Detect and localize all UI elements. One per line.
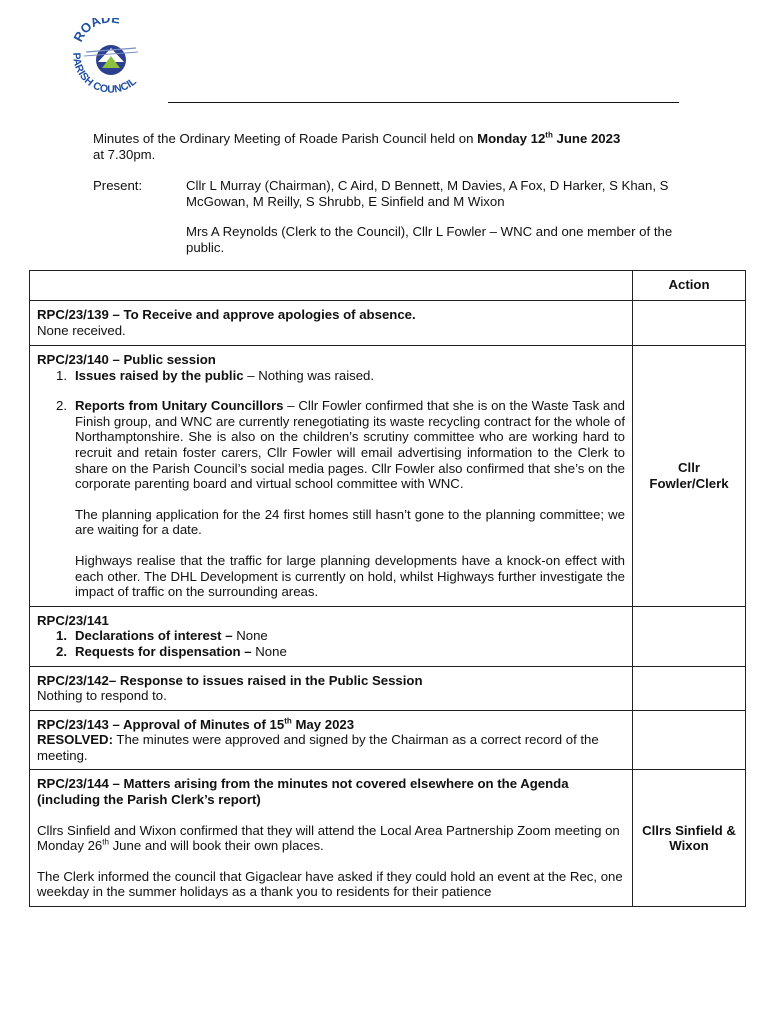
roade-parish-council-logo (66, 18, 156, 98)
action-cllrs-sinfield-wixon: Cllrs Sinfield & Wixon (633, 770, 746, 907)
table-row-rpc-23-140: RPC/23/140 – Public session 1. Issues raised by the public – Nothing was raised. 2. Reports from Unitary Councillors – Cllr Fowler confirmed that she is on the Waste Task and Finish group, and WNC are currently renegotiating its waste recycling contract for the whole of Northamptonshire. She is also on the children’s scrutiny committee who are working hard to recruit and retain foster carers, Cllr Fowler will email advertising information to the Clerk to share on the Parish Council’s social media pages. Cllr Fowler also confirmed that she’s on the corporate parenting board and virtual school committee with WNC. The planning application for the 24 first homes still hasn’t gone to the planning committee; we are waiting for a date. Highways realise that the traffic for large planning developments have a knock-on effect with each other. The DHL Development is currently on hold, whilst Highways further investigate the impact of traffic on the surrounding areas. Cllr Fowler/Clerk (30, 346, 746, 607)
action-cllr-fowler-clerk: Cllr Fowler/Clerk (633, 346, 746, 607)
svg-text:PARISH COUNCIL: PARISH COUNCIL (70, 52, 139, 96)
svg-text:ROADE: ROADE (70, 18, 122, 45)
meeting-intro: Minutes of the Ordinary Meeting of Roade Parish Council held on Monday 12th June 2023 at 7.30pm. (93, 130, 621, 162)
header-divider (168, 102, 679, 103)
table-row-rpc-23-142: RPC/23/142– Response to issues raised in the Public Session Nothing to respond to. (30, 666, 746, 710)
table-row-rpc-23-144: RPC/23/144 – Matters arising from the minutes not covered elsewhere on the Agenda (including the Parish Clerk’s report) Cllrs Sinfield and Wixon confirmed that they will attend the Local Area Partnership Zoom meeting on Monday 26th June and will book their own places. The Clerk informed the council that Gigaclear have asked if they could hold an event at the Rec, one weekday in the summer holidays as a thank you to residents for their patience Cllrs Sinfield & Wixon (30, 770, 746, 907)
logo-emblem-icon (66, 18, 156, 98)
present-others: Mrs A Reynolds (Clerk to the Council), Cllr L Fowler – WNC and one member of the public. (186, 224, 673, 255)
table-row-rpc-23-139: RPC/23/139 – To Receive and approve apologies of absence. None received. (30, 301, 746, 346)
present-label: Present: (93, 178, 143, 193)
table-row-rpc-23-143: RPC/23/143 – Approval of Minutes of 15th May 2023 RESOLVED: The minutes were approved and signed by the Chairman as a correct record of the meeting. (30, 710, 746, 770)
minutes-table (29, 270, 746, 907)
present-names: Cllr L Murray (Chairman), C Aird, D Bennett, M Davies, A Fox, D Harker, S Khan, S McGowan, M Reilly, S Shrubb, E Sinfield and M Wixon (186, 178, 669, 209)
table-row-rpc-23-141: RPC/23/141 1. Declarations of interest – None 2. Requests for dispensation – None (30, 606, 746, 666)
table-header-row (30, 271, 746, 301)
action-column-header: Action (633, 271, 746, 301)
